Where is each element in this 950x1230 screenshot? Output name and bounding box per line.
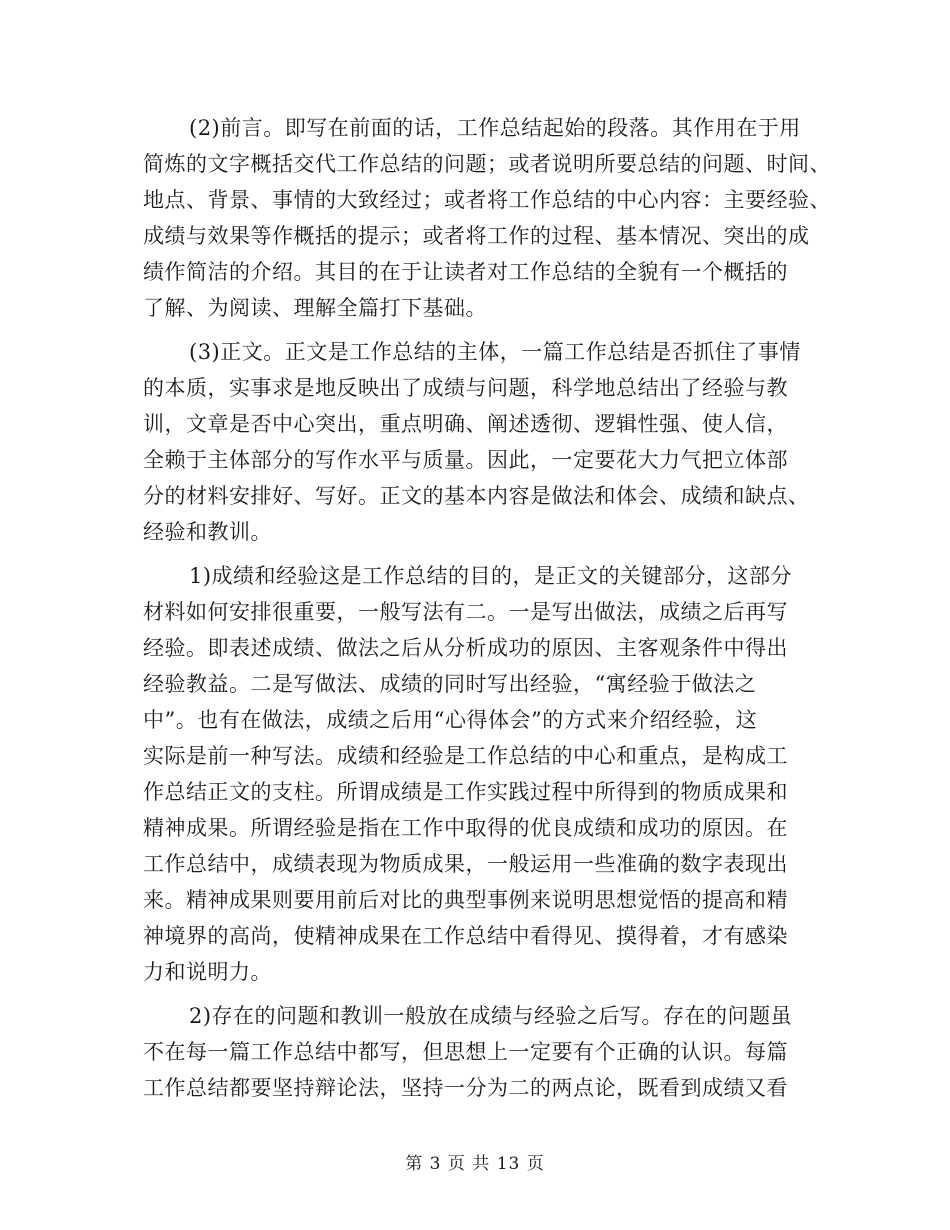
paragraph-3-line-9: 工作总结中，成绩表现为物质成果，一般运用一些准确的数字表现出 <box>143 852 788 876</box>
paragraph-3-line-2: 材料如何安排很重要，一般写法有二。一是写出做法，成绩之后再写 <box>143 600 788 624</box>
paragraph-1-line-3: 地点、背景、事情的大致经过；或者将工作总结的中心内容：主要经验、 <box>143 188 831 212</box>
paragraph-2-line-3: 训，文章是否中心突出，重点明确、阐述透彻、逻辑性强、使人信， <box>143 412 788 436</box>
paragraph-3-line-1: 1)成绩和经验这是工作总结的目的，是正文的关键部分，这部分 <box>189 564 793 588</box>
paragraph-1-line-5: 绩作简洁的介绍。其目的在于让读者对工作总结的全貌有一个概括的 <box>143 260 788 284</box>
paragraph-4-line-1: 2)存在的问题和教训一般放在成绩与经验之后写。存在的问题虽 <box>189 1004 793 1028</box>
paragraph-1-line-2: 简炼的文字概括交代工作总结的问题；或者说明所要总结的问题、时间、 <box>143 152 831 176</box>
paragraph-3-line-3: 经验。即表述成绩、做法之后从分析成功的原因、主客观条件中得出 <box>143 636 788 660</box>
paragraph-1-line-1: (2)前言。即写在前面的话，工作总结起始的段落。其作用在于用 <box>189 116 801 140</box>
paragraph-2-line-6: 经验和教训。 <box>143 520 272 544</box>
paragraph-1-line-6: 了解、为阅读、理解全篇打下基础。 <box>143 296 487 320</box>
paragraph-4-line-2: 不在每一篇工作总结中都写，但思想上一定要有个正确的认识。每篇 <box>143 1040 788 1064</box>
paragraph-2-line-4: 全赖于主体部分的写作水平与质量。因此，一定要花大力气把立体部 <box>143 448 788 472</box>
paragraph-2-line-1: (3)正文。正文是工作总结的主体，一篇工作总结是否抓住了事情 <box>189 340 801 364</box>
paragraph-3-line-12: 力和说明力。 <box>143 960 272 984</box>
paragraph-3-line-8: 精神成果。所谓经验是指在工作中取得的优良成绩和成功的原因。在 <box>143 816 788 840</box>
page-number-footer: 第 3 页 共 13 页 <box>405 1154 545 1174</box>
paragraph-3-line-10: 来。精神成果则要用前后对比的典型事例来说明思想觉悟的提高和精 <box>143 888 788 912</box>
paragraph-3-line-4: 经验教益。二是写做法、成绩的同时写出经验，“寓经验于做法之 <box>143 672 757 696</box>
paragraph-4-line-3: 工作总结都要坚持辩论法，坚持一分为二的两点论，既看到成绩又看 <box>143 1076 788 1100</box>
paragraph-3-line-11: 神境界的高尚，使精神成果在工作总结中看得见、摸得着，才有感染 <box>143 924 788 948</box>
paragraph-1-line-4: 成绩与效果等作概括的提示；或者将工作的过程、基本情况、突出的成 <box>143 224 810 248</box>
paragraph-3-line-5: 中”。也有在做法，成绩之后用“心得体会”的方式来介绍经验，这 <box>143 708 758 732</box>
paragraph-3-line-7: 作总结正文的支柱。所谓成绩是工作实践过程中所得到的物质成果和 <box>143 780 788 804</box>
paragraph-2-line-2: 的本质，实事求是地反映出了成绩与问题，科学地总结出了经验与教 <box>143 376 788 400</box>
paragraph-2-line-5: 分的材料安排好、写好。正文的基本内容是做法和体会、成绩和缺点、 <box>143 484 810 508</box>
paragraph-3-line-6: 实际是前一种写法。成绩和经验是工作总结的中心和重点，是构成工 <box>143 744 788 768</box>
